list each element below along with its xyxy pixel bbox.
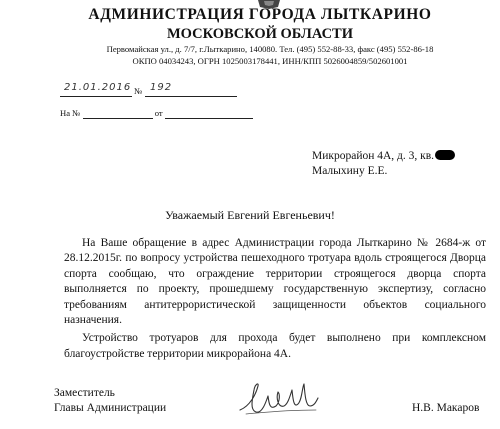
signatory-name: Н.В. Макаров xyxy=(412,402,480,414)
incoming-from-label: от xyxy=(154,108,163,118)
handwritten-signature xyxy=(236,376,322,420)
recipient-address: Микрорайон 4А, д. 3, кв. xyxy=(312,149,455,164)
organization-codes: ОКПО 04034243, ОГРН 1025003178441, ИНН/КПП 5026004859/502601001 xyxy=(132,56,408,66)
incoming-number-label: На № xyxy=(60,108,81,118)
organization-name: АДМИНИСТРАЦИЯ ГОРОДА ЛЫТКАРИНО xyxy=(88,6,432,23)
signatory-title: Заместитель Главы Администрации xyxy=(54,387,167,414)
body-paragraph-1: На Ваше обращение в адрес Администрации города Лыткарино № 2684-ж от 28.12.2015г. по вопросу устройства пешеходного тротуара вдоль строящегося Дворца спорта сообщаю, что ограждение территории строящегося дворца спорта выполняется по проекту, прошедшему государственную экспертизу, согласно требованиям антитеррористической защищенности объектов социального назначения. xyxy=(64,237,486,327)
redacted-apartment xyxy=(435,150,455,160)
organization-region: МОСКОВСКОЙ ОБЛАСТИ xyxy=(166,26,353,42)
organization-address: Первомайская ул., д. 7/7, г.Лыткарино, 140080. Тел. (495) 552-88-33, факс (495) 552-86-18 xyxy=(106,44,434,54)
recipient-block xyxy=(312,149,455,179)
letter-body xyxy=(64,236,486,362)
incoming-registration-line xyxy=(60,108,253,119)
outgoing-number-handwritten: 192 xyxy=(150,82,173,93)
salutation: Уважаемый Евгений Евгеньевич! xyxy=(165,208,335,222)
body-paragraph-2: Устройство тротуаров для прохода будет выполнено при комплексном благоустройстве территории микрорайона 4А. xyxy=(64,332,486,360)
outgoing-number-label: № xyxy=(134,86,143,96)
outgoing-date-handwritten: 21.01.2016 xyxy=(64,82,132,93)
recipient-name: Малыхину Е.Е. xyxy=(312,165,388,177)
